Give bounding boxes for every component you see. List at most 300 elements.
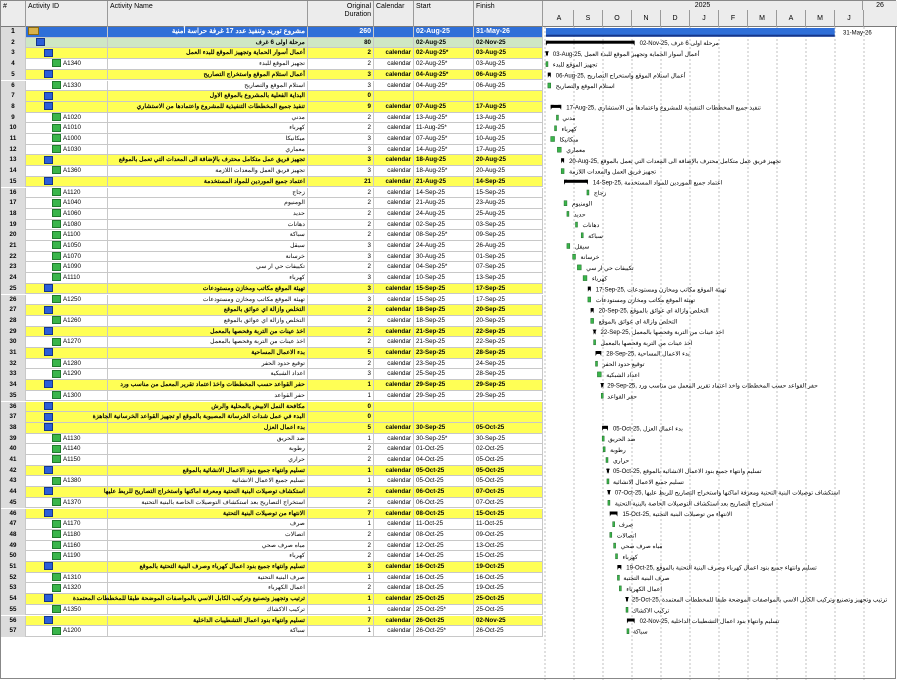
table-row[interactable] bbox=[1, 348, 543, 359]
start-date: 18-Oct-25 bbox=[414, 583, 474, 594]
start-date: 13-Aug-25* bbox=[414, 113, 474, 124]
bar-label: التخلص وازالة اي عوائق بالموقع bbox=[598, 319, 678, 326]
col-header-start[interactable]: Start bbox=[414, 1, 474, 27]
row-number: 25 bbox=[1, 284, 26, 295]
timeline-month-9: M bbox=[806, 10, 835, 27]
activity-id-text: A1320 bbox=[63, 584, 81, 592]
table-row[interactable] bbox=[1, 262, 543, 273]
bar-label: 20-Aug-25, تجهيز فريق عمل متكامل محترف بالإضافة الى المعدات التي تعمل بالموقع bbox=[569, 158, 781, 165]
activity-id-text: A1100 bbox=[63, 231, 81, 239]
activity-name: تسليم جميع الاعمال الانشائية bbox=[108, 476, 308, 487]
bar-label: حديد bbox=[573, 212, 586, 219]
bar-label: دهانات bbox=[582, 223, 600, 230]
activity-id bbox=[26, 198, 108, 209]
activity-bar bbox=[587, 190, 589, 195]
start-date: 14-Oct-25 bbox=[414, 551, 474, 562]
row-number: 2 bbox=[1, 38, 26, 49]
start-date: 18-Aug-25 bbox=[414, 155, 474, 166]
activity-icon bbox=[52, 209, 61, 217]
activity-id-text: A1090 bbox=[63, 263, 81, 271]
table-row[interactable] bbox=[1, 220, 543, 231]
calendar-name bbox=[374, 38, 414, 49]
activity-name: مدني bbox=[108, 113, 308, 124]
timeline-month-10: J bbox=[835, 10, 864, 27]
timeline-month-row bbox=[543, 10, 897, 27]
activity-name: كهرباء bbox=[108, 123, 308, 134]
wbs-icon bbox=[36, 38, 45, 46]
original-duration: 3 bbox=[308, 70, 374, 81]
start-date: 15-Sep-25 bbox=[414, 295, 474, 306]
table-row[interactable] bbox=[1, 70, 543, 81]
activity-id-text: A1020 bbox=[63, 113, 81, 121]
activity-icon bbox=[52, 445, 61, 453]
table-row[interactable] bbox=[1, 188, 543, 199]
table-row[interactable] bbox=[1, 551, 543, 562]
original-duration: 5 bbox=[308, 348, 374, 359]
original-duration: 21 bbox=[308, 177, 374, 188]
activity-id-text: A1110 bbox=[63, 274, 80, 282]
start-date: 21-Sep-25 bbox=[414, 327, 474, 338]
row-number: 32 bbox=[1, 359, 26, 370]
table-row[interactable] bbox=[1, 241, 543, 252]
activity-icon bbox=[52, 584, 61, 592]
activity-icon bbox=[52, 231, 61, 239]
start-date: 26-Oct-25 bbox=[414, 616, 474, 627]
table-row[interactable] bbox=[1, 391, 543, 402]
finish-date: 19-Oct-25 bbox=[474, 562, 543, 573]
activity-icon bbox=[52, 391, 61, 399]
calendar-name: calendar bbox=[374, 198, 414, 209]
bar-label: سباكة bbox=[632, 629, 648, 636]
bar-label: اعداد الشبكية bbox=[606, 372, 640, 379]
calendar-name: calendar bbox=[374, 530, 414, 541]
row-number: 30 bbox=[1, 337, 26, 348]
finish-date: 03-Sep-25 bbox=[474, 220, 543, 231]
table-row[interactable] bbox=[1, 38, 543, 49]
table-row[interactable] bbox=[1, 102, 543, 113]
table-row[interactable] bbox=[1, 123, 543, 134]
table-row[interactable] bbox=[1, 81, 543, 92]
original-duration: 1 bbox=[308, 573, 374, 584]
activity-bar bbox=[575, 222, 577, 227]
activity-id bbox=[26, 273, 108, 284]
row-number: 53 bbox=[1, 583, 26, 594]
activity-bar bbox=[583, 276, 587, 281]
bar-label: مياه صرف صحي bbox=[620, 544, 663, 551]
row-number: 47 bbox=[1, 519, 26, 530]
table-row[interactable] bbox=[1, 113, 543, 124]
table-row[interactable] bbox=[1, 583, 543, 594]
activity-bar bbox=[601, 393, 603, 398]
activity-name: تجهيز فريق عمل متكامل محترف بالإضافة الى المعدات التي تعمل بالموقع bbox=[108, 155, 308, 166]
activity-id bbox=[26, 391, 108, 402]
finish-date: 05-Oct-25 bbox=[474, 466, 543, 477]
bar-label: 20-Sep-25, التخلص وازالة اي عوائق بالموقع bbox=[598, 308, 709, 315]
finish-date: 01-Sep-25 bbox=[474, 252, 543, 263]
table-row[interactable] bbox=[1, 466, 543, 477]
activity-icon bbox=[52, 530, 61, 538]
row-number: 37 bbox=[1, 412, 26, 423]
activity-icon bbox=[52, 241, 61, 249]
activity-name: رطوبة bbox=[108, 444, 308, 455]
activity-bar bbox=[619, 586, 621, 591]
start-date: 25-Sep-25 bbox=[414, 369, 474, 380]
activity-name: الومنيوم bbox=[108, 198, 308, 209]
activity-icon bbox=[52, 359, 61, 367]
table-row[interactable] bbox=[1, 316, 543, 327]
finish-date: 24-Sep-25 bbox=[474, 359, 543, 370]
calendar-name bbox=[374, 27, 414, 38]
wbs-icon bbox=[44, 92, 53, 100]
finish-date: 17-Sep-25 bbox=[474, 295, 543, 306]
bar-label: سباكة bbox=[588, 233, 603, 240]
activity-id-text: A1350 bbox=[63, 605, 81, 613]
calendar-name: calendar bbox=[374, 605, 414, 616]
activity-bar bbox=[626, 607, 628, 612]
col-header-duration[interactable]: Original Duration bbox=[308, 1, 374, 27]
original-duration: 0 bbox=[308, 91, 374, 102]
timeline-month-1: S bbox=[574, 10, 603, 27]
original-duration: 3 bbox=[308, 562, 374, 573]
table-row[interactable] bbox=[1, 209, 543, 220]
calendar-name: calendar bbox=[374, 337, 414, 348]
col-header-calendar[interactable]: Calendar bbox=[374, 1, 414, 27]
finish-date bbox=[474, 402, 543, 413]
activity-name: سباكة bbox=[108, 230, 308, 241]
start-date: 12-Oct-25 bbox=[414, 541, 474, 552]
original-duration: 3 bbox=[308, 134, 374, 145]
activity-name: استلام الموقع والتصاريح bbox=[108, 81, 308, 92]
finish-date: 03-Aug-25 bbox=[474, 48, 543, 59]
start-date: 06-Oct-25 bbox=[414, 487, 474, 498]
activity-icon bbox=[52, 520, 61, 528]
original-duration: 1 bbox=[308, 519, 374, 530]
table-row[interactable] bbox=[1, 166, 543, 177]
col-header-activity-name[interactable]: Activity Name bbox=[108, 1, 308, 27]
original-duration: 2 bbox=[308, 551, 374, 562]
activity-id bbox=[26, 380, 108, 391]
finish-date: 06-Aug-25 bbox=[474, 81, 543, 92]
table-row[interactable] bbox=[1, 155, 543, 166]
original-duration: 2 bbox=[308, 498, 374, 509]
table-row[interactable] bbox=[1, 519, 543, 530]
gantt-chart bbox=[543, 27, 897, 680]
activity-name: مكافحة النمل الابيض بالمحلية والرش bbox=[108, 402, 308, 413]
row-number: 46 bbox=[1, 509, 26, 520]
finish-date: 11-Oct-25 bbox=[474, 519, 543, 530]
original-duration: 7 bbox=[308, 616, 374, 627]
table-row[interactable] bbox=[1, 605, 543, 616]
calendar-name: calendar bbox=[374, 134, 414, 145]
activity-bar bbox=[614, 543, 616, 548]
activity-icon bbox=[52, 113, 61, 121]
table-row[interactable] bbox=[1, 198, 543, 209]
col-header-finish[interactable]: Finish bbox=[474, 1, 543, 27]
calendar-name: calendar bbox=[374, 177, 414, 188]
table-row[interactable] bbox=[1, 423, 543, 434]
row-number: 31 bbox=[1, 348, 26, 359]
timeline-month-7: M bbox=[748, 10, 777, 27]
table-row[interactable] bbox=[1, 487, 543, 498]
original-duration: 3 bbox=[308, 155, 374, 166]
row-number: 18 bbox=[1, 209, 26, 220]
activity-name: تسليم وانتهاء جميع بنود اعمال كهرباء وصرف البنية التحتية بالموقع bbox=[108, 562, 308, 573]
activity-id bbox=[26, 327, 108, 338]
finish-date: 20-Aug-25 bbox=[474, 155, 543, 166]
finish-date: 17-Sep-25 bbox=[474, 284, 543, 295]
activity-icon bbox=[52, 295, 61, 303]
calendar-name: calendar bbox=[374, 541, 414, 552]
activity-name: الانتهاء من توصيلات البنية التحتية bbox=[108, 509, 308, 520]
calendar-name: calendar bbox=[374, 273, 414, 284]
timeline-month-8: A bbox=[777, 10, 806, 27]
calendar-name bbox=[374, 91, 414, 102]
original-duration: 80 bbox=[308, 38, 374, 49]
activity-icon bbox=[52, 59, 61, 67]
calendar-name: calendar bbox=[374, 70, 414, 81]
row-number: 6 bbox=[1, 81, 26, 92]
finish-date: 29-Sep-25 bbox=[474, 380, 543, 391]
calendar-name: calendar bbox=[374, 48, 414, 59]
activity-id bbox=[26, 348, 108, 359]
original-duration: 0 bbox=[308, 412, 374, 423]
table-row[interactable] bbox=[1, 380, 543, 391]
activity-name: صرف البنية التحتية bbox=[108, 573, 308, 584]
row-number: 9 bbox=[1, 113, 26, 124]
col-header-num[interactable]: # bbox=[1, 1, 26, 27]
table-row[interactable] bbox=[1, 295, 543, 306]
bar-label: 05-Oct-25, بدء اعمال العزل bbox=[612, 426, 683, 433]
wbs-icon bbox=[44, 177, 53, 185]
bar-label: 02-Nov-25, تسليم وانتهاء بنود اعمال التشطيبات الداخلية bbox=[639, 619, 780, 625]
activity-id bbox=[26, 262, 108, 273]
table-row[interactable] bbox=[1, 509, 543, 520]
table-row[interactable] bbox=[1, 402, 543, 413]
activity-bar bbox=[594, 340, 596, 345]
table-row[interactable] bbox=[1, 305, 543, 316]
table-row[interactable] bbox=[1, 48, 543, 59]
activity-id-text: A1120 bbox=[63, 188, 81, 196]
bar-label: تهيئة الموقع مكاتب ومخازن ومستودعات bbox=[595, 298, 695, 304]
table-row[interactable] bbox=[1, 230, 543, 241]
summary-end-cap bbox=[625, 597, 628, 602]
calendar-name: calendar bbox=[374, 423, 414, 434]
activity-icon bbox=[52, 316, 61, 324]
activity-name: معماري bbox=[108, 145, 308, 156]
table-row[interactable] bbox=[1, 594, 543, 605]
activity-bar bbox=[606, 458, 608, 463]
activity-id bbox=[26, 145, 108, 156]
start-date bbox=[414, 402, 474, 413]
table-row[interactable] bbox=[1, 573, 543, 584]
wbs-icon bbox=[44, 348, 53, 356]
calendar-name: calendar bbox=[374, 230, 414, 241]
column-header-bar bbox=[1, 1, 897, 27]
original-duration: 2 bbox=[308, 541, 374, 552]
table-row[interactable] bbox=[1, 59, 543, 70]
activity-id-text: A1330 bbox=[63, 81, 81, 89]
wbs-icon bbox=[44, 562, 53, 570]
activity-name: اعتماد جميع الموردين للمواد المستخدمة bbox=[108, 177, 308, 188]
table-row[interactable] bbox=[1, 91, 543, 102]
activity-id-text: A1280 bbox=[63, 359, 81, 367]
row-number: 50 bbox=[1, 551, 26, 562]
row-number: 26 bbox=[1, 295, 26, 306]
folder-icon bbox=[28, 27, 39, 35]
activity-bar bbox=[567, 244, 570, 249]
table-row[interactable] bbox=[1, 369, 543, 380]
table-row[interactable] bbox=[1, 444, 543, 455]
table-row[interactable] bbox=[1, 284, 543, 295]
activity-id bbox=[26, 134, 108, 145]
activity-icon bbox=[52, 605, 61, 613]
start-date: 30-Aug-25 bbox=[414, 252, 474, 263]
wbs-icon bbox=[44, 70, 53, 78]
table-row[interactable] bbox=[1, 359, 543, 370]
start-date: 15-Sep-25 bbox=[414, 284, 474, 295]
start-date: 30-Sep-25 bbox=[414, 423, 474, 434]
row-number: 21 bbox=[1, 241, 26, 252]
activity-id bbox=[26, 444, 108, 455]
activity-id bbox=[26, 102, 108, 113]
activity-id bbox=[26, 91, 108, 102]
table-row[interactable] bbox=[1, 177, 543, 188]
table-row[interactable] bbox=[1, 498, 543, 509]
original-duration: 2 bbox=[308, 48, 374, 59]
col-header-activity-id[interactable]: Activity ID bbox=[26, 1, 108, 27]
activity-id-text: A1260 bbox=[63, 316, 81, 324]
wbs-icon bbox=[44, 509, 53, 517]
activity-icon bbox=[52, 338, 61, 346]
table-row[interactable] bbox=[1, 562, 543, 573]
table-row[interactable] bbox=[1, 273, 543, 284]
timeline-year-26: 26 bbox=[876, 2, 884, 9]
original-duration: 3 bbox=[308, 369, 374, 380]
calendar-name: calendar bbox=[374, 455, 414, 466]
finish-date: 30-Sep-25 bbox=[474, 434, 543, 445]
original-duration: 1 bbox=[308, 626, 374, 637]
table-row[interactable] bbox=[1, 145, 543, 156]
row-number: 45 bbox=[1, 498, 26, 509]
original-duration: 2 bbox=[308, 487, 374, 498]
activity-name: اخذ عينات من التربة وفحصها بالمعمل bbox=[108, 327, 308, 338]
activity-name: كهرباء bbox=[108, 273, 308, 284]
original-duration: 2 bbox=[308, 530, 374, 541]
row-number: 39 bbox=[1, 434, 26, 445]
table-row[interactable] bbox=[1, 252, 543, 263]
activity-name: حفر القواعد bbox=[108, 391, 308, 402]
original-duration: 1 bbox=[308, 380, 374, 391]
table-row[interactable] bbox=[1, 626, 543, 637]
activity-icon bbox=[52, 273, 61, 281]
activity-bar bbox=[546, 62, 548, 67]
activity-name: زجاج bbox=[108, 188, 308, 199]
table-row[interactable] bbox=[1, 476, 543, 487]
table-row[interactable] bbox=[1, 530, 543, 541]
timeline-month-4: D bbox=[661, 10, 690, 27]
original-duration: 1 bbox=[308, 476, 374, 487]
start-date: 11-Oct-25 bbox=[414, 519, 474, 530]
summary-bar bbox=[564, 180, 588, 183]
activity-id bbox=[26, 423, 108, 434]
original-duration: 2 bbox=[308, 230, 374, 241]
activity-id bbox=[26, 230, 108, 241]
finish-date: 02-Nov-25 bbox=[474, 38, 543, 49]
bar-label: الومنيوم bbox=[571, 201, 593, 208]
original-duration: 3 bbox=[308, 284, 374, 295]
activity-name: سباكة bbox=[108, 626, 308, 637]
table-row[interactable] bbox=[1, 616, 543, 627]
finish-date: 07-Oct-25 bbox=[474, 498, 543, 509]
table-row[interactable] bbox=[1, 541, 543, 552]
activity-id bbox=[26, 626, 108, 637]
wbs-icon bbox=[44, 487, 53, 495]
original-duration: 2 bbox=[308, 583, 374, 594]
original-duration: 7 bbox=[308, 509, 374, 520]
activity-name: تسليم وانتهاء بنود اعمال التشطيبات الداخلية bbox=[108, 616, 308, 627]
bar-label: تسليم جميع الاعمال الانشائية bbox=[612, 479, 684, 486]
activity-bar bbox=[556, 115, 558, 120]
table-row[interactable] bbox=[1, 134, 543, 145]
activity-icon bbox=[52, 455, 61, 463]
activity-id bbox=[26, 252, 108, 263]
table-row[interactable] bbox=[1, 337, 543, 348]
start-date: 04-Aug-25* bbox=[414, 81, 474, 92]
bar-label: 06-Aug-25, أعمال استلام الموقع واستخراج التصاريح bbox=[555, 73, 686, 80]
calendar-name: calendar bbox=[374, 59, 414, 70]
start-date: 04-Aug-25* bbox=[414, 70, 474, 81]
bar-label: 15-Oct-25, الانتهاء من توصيلات البنية التحتية bbox=[622, 512, 732, 518]
table-row[interactable] bbox=[1, 27, 543, 38]
start-date: 02-Aug-25 bbox=[414, 38, 474, 49]
calendar-name: calendar bbox=[374, 519, 414, 530]
activity-name: تركيب الاكشاك bbox=[108, 605, 308, 616]
calendar-name: calendar bbox=[374, 434, 414, 445]
timeline-month-2: O bbox=[603, 10, 632, 27]
row-number: 51 bbox=[1, 562, 26, 573]
table-row[interactable] bbox=[1, 327, 543, 338]
row-number: 42 bbox=[1, 466, 26, 477]
table-row[interactable] bbox=[1, 455, 543, 466]
finish-date: 31-May-26 bbox=[474, 27, 543, 38]
row-number: 16 bbox=[1, 188, 26, 199]
original-duration: 3 bbox=[308, 241, 374, 252]
row-number: 36 bbox=[1, 402, 26, 413]
calendar-name: calendar bbox=[374, 295, 414, 306]
activity-id-text: A1070 bbox=[63, 252, 81, 260]
timeline-year-2025: 2025 bbox=[543, 1, 863, 10]
activity-name: التخلص وازالة اي عوائق بالموقع bbox=[108, 316, 308, 327]
bar-label: 22-Sep-25, اخذ عينات من التربة وفحصها بالمعمل bbox=[600, 330, 724, 337]
activity-id-text: A1290 bbox=[63, 370, 81, 378]
original-duration: 5 bbox=[308, 423, 374, 434]
table-row[interactable] bbox=[1, 434, 543, 445]
start-date: 23-Sep-25 bbox=[414, 348, 474, 359]
bar-label: 05-Oct-25, تسليم وانتهاء جميع بنود الاعمال الانشائية بالموقع bbox=[612, 469, 762, 476]
bar-label: سيقل bbox=[574, 244, 590, 251]
activity-id-text: A1010 bbox=[63, 124, 81, 132]
activity-name: ميكانيكا bbox=[108, 134, 308, 145]
activity-id bbox=[26, 455, 108, 466]
start-date: 07-Aug-25 bbox=[414, 102, 474, 113]
activity-icon bbox=[52, 573, 61, 581]
finish-date: 09-Oct-25 bbox=[474, 530, 543, 541]
finish-date: 25-Oct-25 bbox=[474, 605, 543, 616]
table-row[interactable] bbox=[1, 412, 543, 423]
start-date: 18-Sep-25 bbox=[414, 305, 474, 316]
activity-name: تسليم وانتهاء جميع بنود الاعمال الانشائية بالموقع bbox=[108, 466, 308, 477]
summary-end-cap bbox=[593, 330, 596, 335]
